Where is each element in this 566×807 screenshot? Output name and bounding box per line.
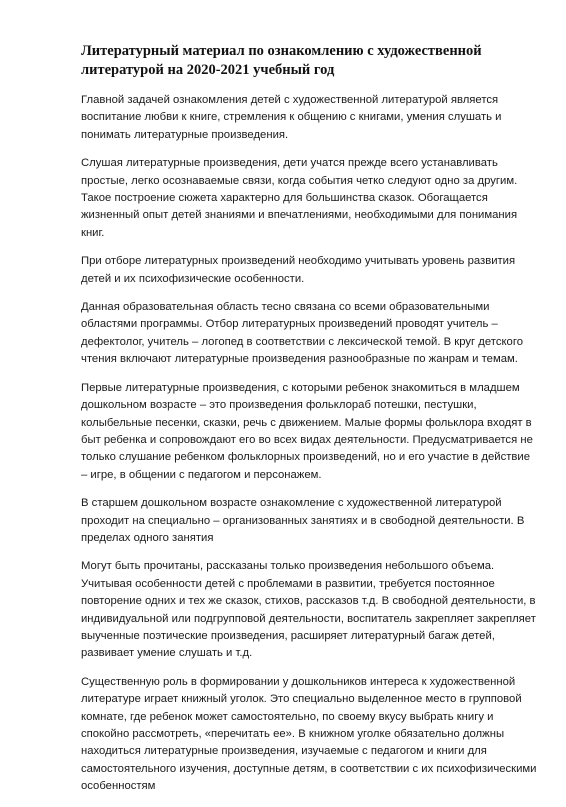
paragraph: При отборе литературных произведений необходимо учитывать уровень развития детей и их психофизические особенности. xyxy=(81,255,516,285)
paragraph: Главной задачей ознакомления детей с художественной литературой является воспитание любви к книге, стремления к общению с книгами, умения слушать и понимать литературные произведения. xyxy=(81,94,502,141)
document-title: Литературный материал по ознакомлению с художественной литературой на 2020-2021 учебный год xyxy=(81,43,482,78)
paragraph: Первые литературные произведения, с которыми ребенок знакомиться в младшем дошкольном возрасте – это произведения фольклораб потешки, пестушки, колыбельные песенки, сказки, речь с движением. Малые формы фольклора входят в быт ребенка и сопровождают его во всех видах деятельности. Предусматривается не только слушание ребенком фольклорных произведений, но и его участие в действие – игре, в общении с педагогом и персонажем. xyxy=(81,381,533,481)
paragraph: Могут быть прочитаны, рассказаны только произведения небольшого объема. Учитывая особенности детей с проблемами в развитии, требуется постоянное повторение одних и тех же сказок, стихов, рассказов т.д. В свободной деятельности, в индивидуальной или подгрупповой деятельности, воспитатель закрепляет закрепляет выученные поэтические произведения, расширяет литературный багаж детей, развивает умение слушать и т.д. xyxy=(81,560,536,660)
paragraph: Существенную роль в формировании у дошкольников интереса к художественной литературе играет книжный уголок. Это специально выделенное место в групповой комнате, где ребенок может самостоятельно, по своему вкусу выбрать книгу и спокойно рассмотреть, «перечитать ее». В книжном уголке обязательно должны находиться литературные произведения, изучаемые с педагогом и книги для самостоятельного изучения, доступные детям, в соответствии с их психофизическими особенностям xyxy=(81,675,537,793)
paragraph: В старшем дошкольном возрасте ознакомление с художественной литературой проходит на специально – организованных занятиях и в свободной деятельности. В пределах одного занятия xyxy=(81,497,525,544)
document-body xyxy=(81,92,537,807)
paragraph: Слушая литературные произведения, дети учатся прежде всего устанавливать простые, легко осознаваемые связи, когда события четко следуют одно за другим. Такое построение сюжета характерно для большинства сказок. Обогащается жизненный опыт детей знаниями и впечатлениями, необходимыми для понимания книг. xyxy=(81,157,518,239)
paragraph: Данная образовательная область тесно связана со всеми образовательными областями программы. Отбор литературных произведений проводят учитель – дефектолог, учитель – логопед в соответствии с лексической темой. В круг детского чтения включают литературные произведения разнообразные по жанрам и темам. xyxy=(81,301,523,366)
